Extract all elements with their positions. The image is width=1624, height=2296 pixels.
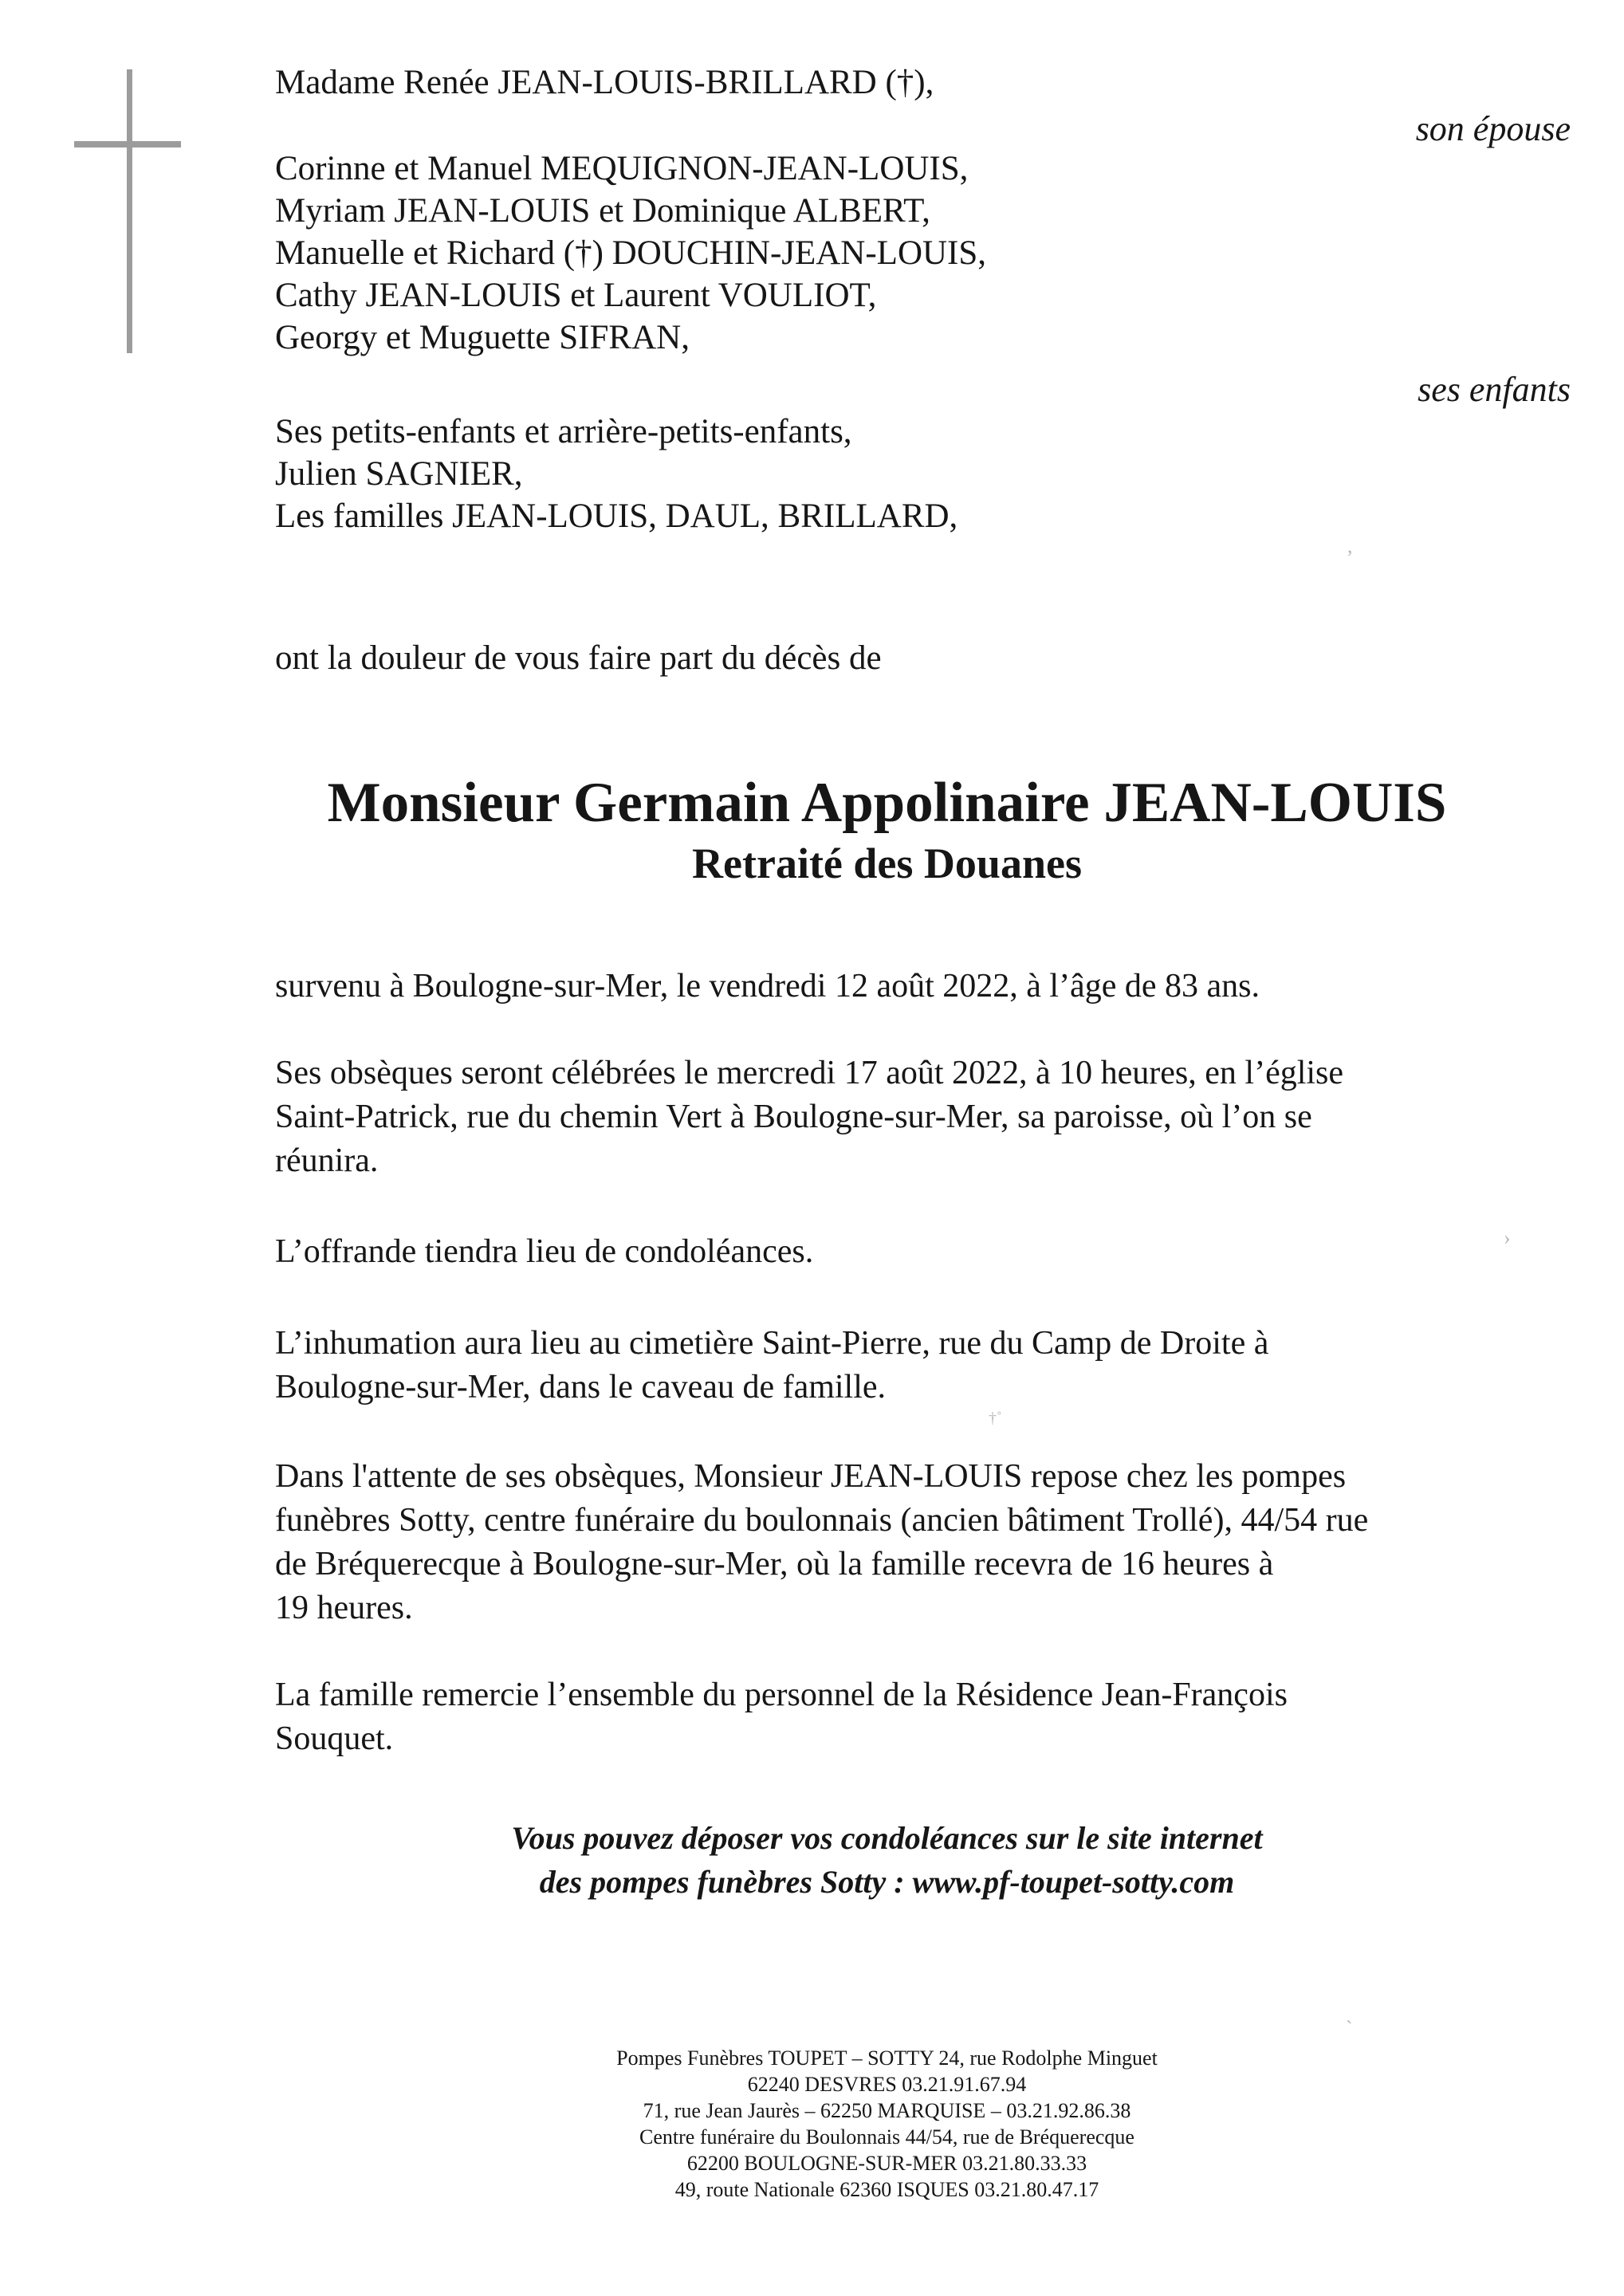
paragraph-line: de Bréquerecque à Boulogne-sur-Mer, où la famille recevra de 16 heures à (275, 1546, 1274, 1582)
death-details-paragraph (275, 965, 1583, 1008)
funeral-home-footer (275, 2045, 1499, 2203)
paragraph-line: funèbres Sotty, centre funéraire du boulonnais (ancien bâtiment Trollé), 44/54 rue (275, 1502, 1369, 1539)
scan-artifact: › (1504, 1226, 1511, 1249)
child-name-line: Myriam JEAN-LOUIS et Dominique ALBERT, (275, 192, 930, 230)
scan-artifact: , (1347, 534, 1353, 557)
paragraph-line: Boulogne-sur-Mer, dans le caveau de famille. (275, 1369, 887, 1406)
child-name-line: Georgy et Muguette SIFRAN, (275, 319, 690, 356)
scan-artifact: ` (1346, 2017, 1353, 2040)
footer-line: Pompes Funèbres TOUPET – SOTTY 24, rue Rodolphe Minguet (616, 2046, 1158, 2070)
footer-line: 62240 DESVRES 03.21.91.67.94 (747, 2073, 1027, 2096)
burial-paragraph (275, 1322, 1583, 1409)
paragraph-line: 19 heures. (275, 1590, 413, 1626)
paragraph-line: réunira. (275, 1142, 379, 1179)
latin-cross-vertical-bar (127, 69, 132, 353)
latin-cross-horizontal-bar (74, 141, 181, 147)
family-names-block (275, 411, 1571, 537)
footer-line: 71, rue Jean Jaurès – 62250 MARQUISE – 03.21.92.86.38 (643, 2099, 1131, 2122)
condolences-website-note (275, 1816, 1499, 1904)
paragraph-line: L’inhumation aura lieu au cimetière Saint-Pierre, rue du Camp de Droite à (275, 1325, 1269, 1362)
deceased-title-heading: Retraité des Douanes (692, 839, 1082, 887)
paragraph-line: Dans l'attente de ses obsèques, Monsieur JEAN-LOUIS repose chez les pompes (275, 1458, 1347, 1495)
paragraph-line: L’offrande tiendra lieu de condoléances. (275, 1233, 814, 1270)
funeral-paragraph (275, 1052, 1583, 1183)
paragraph-line: Ses obsèques seront célébrées le mercredi 17 août 2022, à 10 heures, en l’église (275, 1055, 1344, 1091)
paragraph-line: Souquet. (275, 1720, 394, 1757)
family-line: Les familles JEAN-LOUIS, DAUL, BRILLARD, (275, 497, 958, 535)
deceased-name-heading: Monsieur Germain Appolinaire JEAN-LOUIS (327, 772, 1447, 834)
child-name-line: Manuelle et Richard (†) DOUCHIN-JEAN-LOUIS, (275, 234, 987, 272)
thanks-paragraph (275, 1673, 1583, 1761)
offering-paragraph (275, 1226, 1583, 1274)
footer-line: Centre funéraire du Boulonnais 44/54, rue de Bréquerecque (639, 2125, 1134, 2149)
children-names-block (275, 147, 1571, 359)
paragraph-line: survenu à Boulogne-sur-Mer, le vendredi 12 août 2022, à l’âge de 83 ans. (275, 968, 1260, 1005)
family-line: Ses petits-enfants et arrière-petits-enfants, (275, 413, 852, 450)
repose-paragraph (275, 1455, 1583, 1630)
paragraph-line: Saint-Patrick, rue du chemin Vert à Boulogne-sur-Mer, sa paroisse, où l’on se (275, 1099, 1312, 1135)
family-line: Julien SAGNIER, (275, 455, 523, 493)
spouse-relation-label: son épouse (1415, 109, 1571, 148)
condolences-note-line: Vous pouvez déposer vos condoléances sur le site internet (511, 1820, 1263, 1856)
death-announcement-line: ont la douleur de vous faire part du décès de (275, 639, 882, 677)
paragraph-line: La famille remercie l’ensemble du personnel de la Résidence Jean-François (275, 1677, 1288, 1713)
spouse-name-line (275, 61, 1571, 104)
children-relation-label: ses enfants (1418, 370, 1571, 409)
child-name-line: Corinne et Manuel MEQUIGNON-JEAN-LOUIS, (275, 150, 969, 187)
footer-line: 49, route Nationale 62360 ISQUES 03.21.80.47.17 (674, 2178, 1099, 2201)
child-name-line: Cathy JEAN-LOUIS et Laurent VOULIOT, (275, 277, 877, 314)
footer-line: 62200 BOULOGNE-SUR-MER 03.21.80.33.33 (686, 2152, 1087, 2175)
scan-artifact: †˚ (989, 1409, 1002, 1427)
spouse-name: Madame Renée JEAN-LOUIS-BRILLARD (†), (275, 64, 934, 101)
condolences-note-line: des pompes funèbres Sotty : www.pf-toupet-sotty.com (539, 1864, 1235, 1900)
